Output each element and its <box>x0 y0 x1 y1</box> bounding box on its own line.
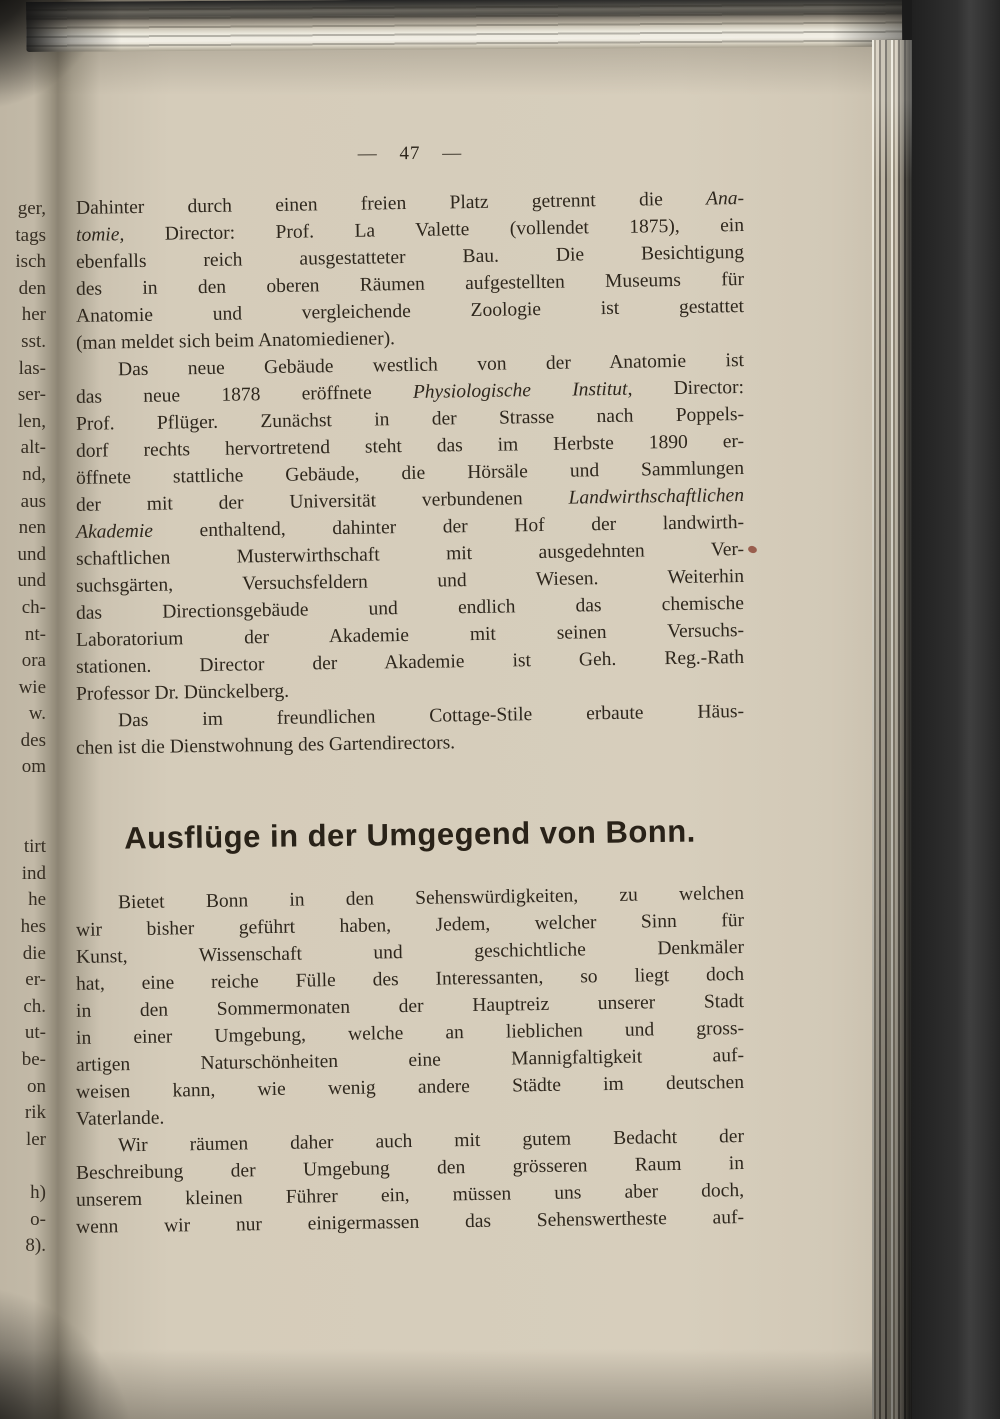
background-right <box>912 0 1000 1419</box>
text-line: tomie, Director: Prof. La Valette (vollendet 1875), ein <box>75 215 745 246</box>
text-line: unserem kleinen Führer ein, müssen uns aber doch, <box>75 1180 745 1211</box>
margin-fragment: tags <box>15 224 46 246</box>
text-line: dorf rechts hervortretend steht das im Herbste 1890 er- <box>75 431 745 462</box>
margin-fragment: hes <box>20 916 46 938</box>
margin-fragment: den <box>18 277 46 299</box>
text-line: Vaterlande. <box>75 1107 165 1130</box>
text-line: in den Sommermonaten der Hauptreiz unserer Stadt <box>75 991 745 1022</box>
margin-fragment: er- <box>25 969 46 991</box>
margin-fragment: ler <box>25 1128 46 1150</box>
margin-fragment: o- <box>30 1208 46 1230</box>
text-line: der mit der Universität verbundenen Landwirthschaftlichen <box>75 485 745 516</box>
text-line: suchsgärten, Versuchsfeldern und Wiesen. Weiterhin <box>75 566 745 597</box>
text-line: das Directionsgebäude und endlich das chemische <box>75 593 745 624</box>
text-line: stationen. Director der Akademie ist Geh. Reg.-Rath <box>75 647 745 678</box>
margin-fragment: des <box>20 729 46 751</box>
margin-fragment <box>0 1153 46 1180</box>
text-line: Anatomie und vergleichende Zoologie ist gestattet <box>75 296 745 327</box>
text-line: wenn wir nur einigermassen das Sehenswertheste auf- <box>75 1207 745 1238</box>
margin-fragments <box>0 196 46 1260</box>
margin-fragment: her <box>21 304 46 326</box>
text-line: Wir räumen daher auch mit gutem Bedacht der <box>117 1126 745 1157</box>
margin-fragment: ch. <box>23 995 46 1017</box>
margin-fragment: und <box>17 543 46 565</box>
stain-dot <box>747 545 758 555</box>
text-line: schaftlichen Musterwirthschaft mit ausgedehnten Ver- <box>75 539 745 570</box>
margin-fragment: las- <box>18 357 46 379</box>
margin-fragment <box>0 808 46 835</box>
text-line: wir bisher geführt haben, Jedem, welcher Sinn für <box>75 910 745 941</box>
text-line: Akademie enthaltend, dahinter der Hof der landwirth- <box>75 512 745 543</box>
paragraph <box>75 185 745 354</box>
text-line: chen ist die Dienstwohnung des Gartendirectors. <box>75 732 456 759</box>
margin-fragment: und <box>17 570 46 592</box>
text-line: weisen kann, wie wenig andere Städte im deutschen <box>75 1072 745 1103</box>
text-line: in einer Umgebung, welche an lieblichen und gross- <box>75 1018 745 1049</box>
text-line: Dahinter durch einen freien Platz getrennt die Ana- <box>75 188 745 219</box>
margin-fragment: nd, <box>22 463 46 485</box>
margin-fragment: om <box>21 756 46 778</box>
margin-fragment: alt- <box>20 437 46 459</box>
margin-fragment: nen <box>18 517 46 539</box>
margin-fragment: ut- <box>24 1022 46 1044</box>
margin-fragment: wie <box>18 676 46 698</box>
margin-fragment: aus <box>20 490 46 512</box>
margin-fragment: w. <box>28 703 46 725</box>
text-line: öffnete stattliche Gebäude, die Hörsäle und Sammlungen <box>75 458 745 489</box>
text-line: das neue 1878 eröffnete Physiologische Institut, Director: <box>75 377 745 408</box>
paragraph <box>75 880 745 1130</box>
margin-fragment: len, <box>18 410 46 432</box>
text-line: artigen Naturschönheiten eine Mannigfaltigkeit auf- <box>75 1045 745 1076</box>
paragraph <box>75 1123 745 1238</box>
page-number: — 47 — <box>357 142 463 165</box>
page-stack-right-edge <box>872 40 916 1419</box>
margin-fragment: 8). <box>25 1235 46 1257</box>
text-line: Das im freundlichen Cottage-Stile erbaute Häus- <box>117 701 745 732</box>
page-text <box>75 140 745 1238</box>
margin-fragment: ora <box>21 650 46 672</box>
margin-fragment: nt- <box>24 623 46 645</box>
section-heading: Ausflüge in der Umgegend von Bonn. <box>124 813 696 856</box>
text-line: Laboratorium der Akademie mit seinen Versuchs- <box>75 620 745 651</box>
text-line: Bietet Bonn in den Sehenswürdigkeiten, zu welchen <box>117 883 745 914</box>
margin-fragment: die <box>22 942 46 964</box>
text-blocks <box>75 185 745 1238</box>
text-line: Professor Dr. Dünckelberg. <box>75 680 290 705</box>
margin-fragment <box>0 781 46 808</box>
text-line: ebenfalls reich ausgestatteter Bau. Die Besichtigung <box>75 242 745 273</box>
margin-fragment: ger, <box>17 198 46 219</box>
margin-fragment: ch- <box>21 596 46 618</box>
margin-fragment: on <box>27 1075 46 1097</box>
paragraph <box>75 698 745 759</box>
text-line: (man meldet sich beim Anatomiediener). <box>75 328 396 354</box>
text-line: des in den oberen Räumen aufgestellten Museums für <box>75 269 745 300</box>
text-line: Das neue Gebäude westlich von der Anatomie ist <box>117 350 745 381</box>
text-line: Kunst, Wissenschaft und geschichtliche Denkmäler <box>75 937 745 968</box>
margin-fragment: h) <box>30 1181 46 1203</box>
margin-fragment: sst. <box>21 330 46 352</box>
margin-fragment: be- <box>21 1049 46 1070</box>
page-stack-top-edge <box>26 0 902 52</box>
margin-fragment: tirt <box>23 836 46 858</box>
margin-fragment: ind <box>21 862 46 884</box>
margin-fragment: rik <box>24 1102 46 1124</box>
margin-fragment: ser- <box>17 384 46 406</box>
text-line: hat, eine reiche Fülle des Interessanten, so liegt doch <box>75 964 745 995</box>
text-line: Prof. Pflüger. Zunächst in der Strasse nach Poppels- <box>75 404 745 435</box>
margin-fragment: he <box>28 889 46 911</box>
paragraph <box>75 347 745 705</box>
text-line: Beschreibung der Umgebung den grösseren Raum in <box>75 1153 745 1184</box>
margin-fragment: isch <box>15 251 46 273</box>
